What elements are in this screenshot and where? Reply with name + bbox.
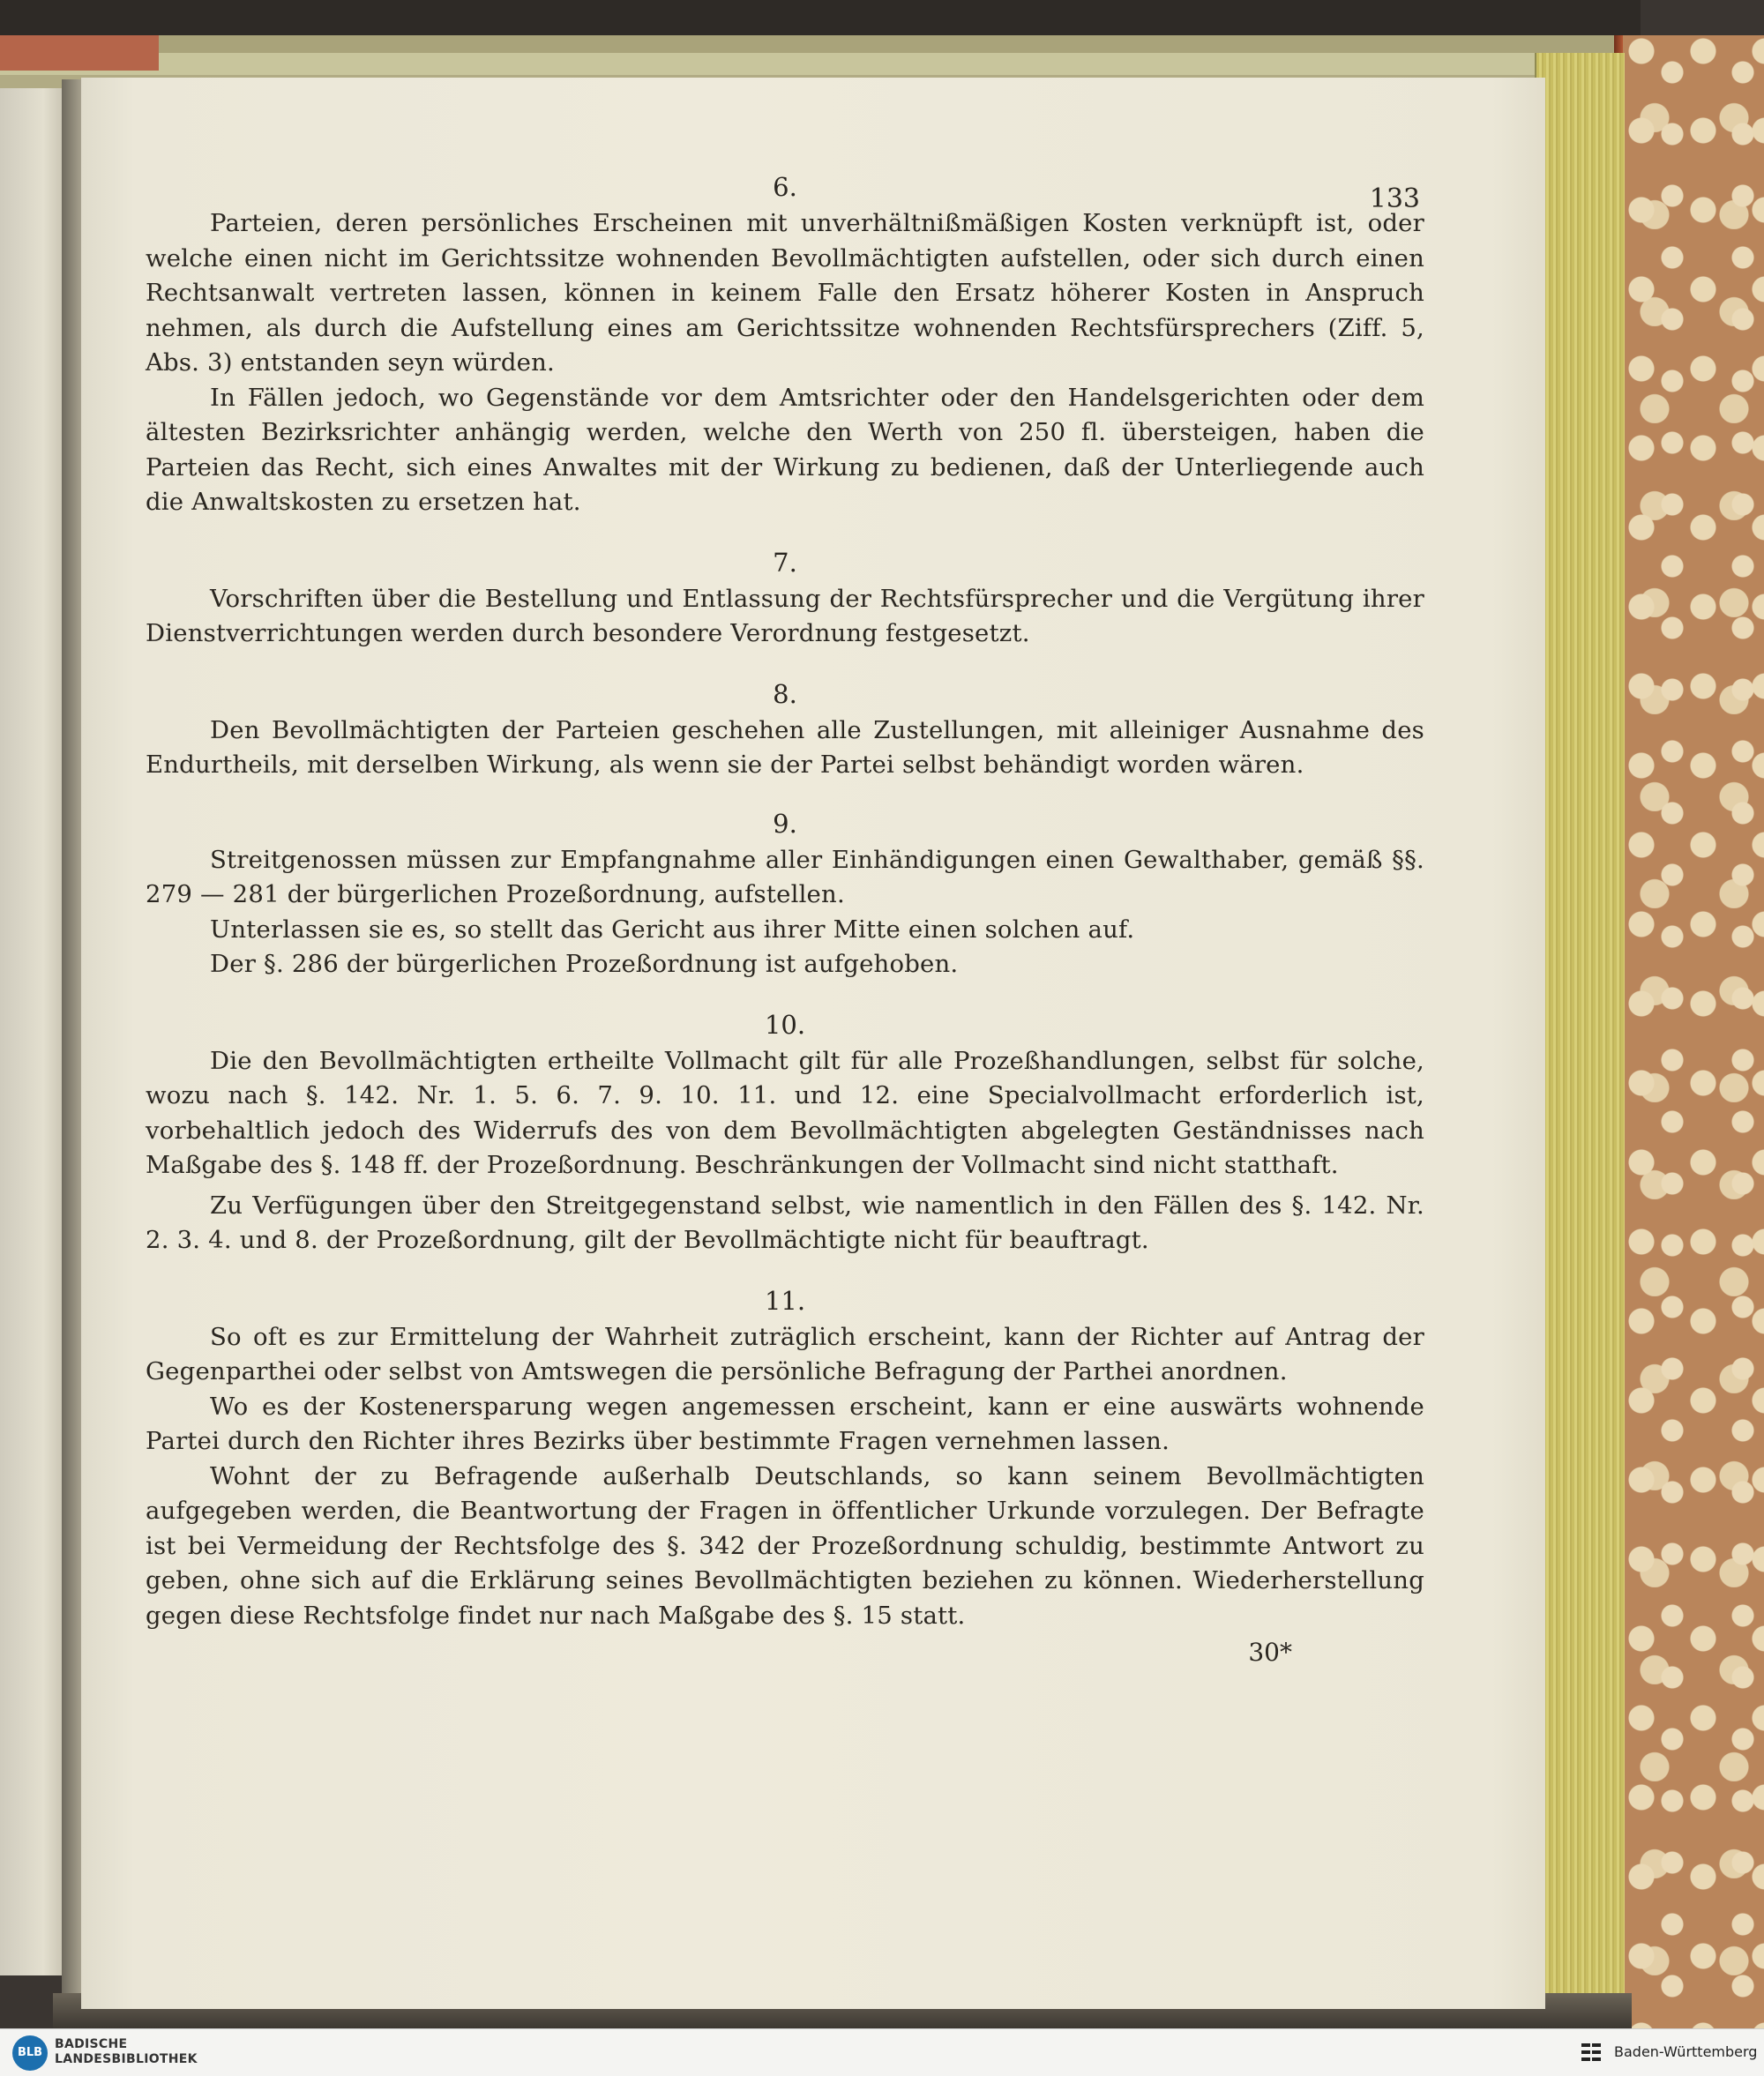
section-number: 7. (773, 547, 797, 578)
gilt-page-block (1535, 53, 1625, 2011)
library-name[interactable] (55, 2037, 198, 2067)
paragraph: Der §. 286 der bürgerlichen Prozeßordnung ist aufgehoben. (210, 950, 959, 978)
paragraph: In Fällen jedoch, wo Gegenstände vor dem Amtsrichter oder den Handelsgerichten oder dem ältesten Bezirksrichter anhängig werden, welche den Werth von 250 fl. übersteigen, haben die Parteien das Recht, sich eines Anwaltes mit der Wirkung zu bedienen, daß der Unterliegende auch die Anwaltskosten zu ersetzen hat. (146, 383, 1424, 516)
section-number: 9. (773, 808, 797, 839)
section-number: 6. (773, 172, 797, 202)
paragraph: Vorschriften über die Bestellung und Entlassung der Rechtsfürsprecher und die Vergütung ihrer Dienstverrichtungen werden durch besondere Verordnung festgesetzt. (146, 584, 1424, 647)
paragraph: Wo es der Kostenersparung wegen angemessen erscheint, kann er eine auswärts wohnende Partei durch den Richter ihres Bezirks über bestimmte Fragen vernehmen lassen. (146, 1392, 1424, 1455)
library-name-line2: LANDESBIBLIOTHEK (55, 2052, 198, 2066)
paragraph: So oft es zur Ermittelung der Wahrheit zuträglich erscheint, kann der Richter auf Antrag der Gegenpartheі oder selbst von Amtswegen die persönliche Befragung der Partheі anordnen. (146, 1322, 1424, 1385)
paragraph: Zu Verfügungen über den Streitgegenstand selbst, wie namentlich in den Fällen des §. 142. Nr. 2. 3. 4. und 8. der Prozeßordnung, gilt der Bevollmächtigte nicht für beauftragt. (146, 1191, 1424, 1254)
paragraph: Wohnt der zu Befragende außerhalb Deutschlands, so kann seinem Bevollmächtigten aufgegeben werden, die Beantwortung der Fragen in öffentlicher Urkunde vorzulegen. Der Befragte ist bei Vermeidung der Rechtsfolge des §. 342 der Prozeßordnung schuldig, bestimmte Antwort zu geben, ohne sich auf die Erklärung seines Bevollmächtigten beziehen zu können. Wiederherstellung gegen diese Rechtsfolge findet nur nach Maßgabe des §. 15 statt. (146, 1461, 1424, 1630)
paragraph: Streitgenossen müssen zur Empfangnahme aller Einhändigungen einen Gewalthaber, gemäß §§. 279 — 281 der bürgerlichen Prozeßordnung, aufstellen. (146, 845, 1424, 908)
blb-logo[interactable]: BLB (12, 2035, 48, 2071)
signature-mark: 30* (1248, 1638, 1292, 1667)
page-text (146, 168, 1424, 1695)
paragraph: Die den Bevollmächtigten ertheilte Vollmacht gilt für alle Prozeßhandlungen, selbst für solche, wozu nach §. 142. Nr. 1. 5. 6. 7. 9. 10. 11. und 12. eine Specialvollmacht erforderlich ist, vorbehaltlich jedoch des Widerrufs des von dem Bevollmächtigten abgelegten Geständnisses nach Maßgabe des §. 148 ff. der Prozeßordnung. Beschränkungen der Vollmacht sind nicht statthaft. (146, 1046, 1424, 1179)
viewer-footer (0, 2028, 1764, 2076)
section-number: 10. (764, 1009, 806, 1040)
section-number: 8. (773, 678, 797, 709)
state-name[interactable]: Baden-Württemberg (1614, 2043, 1758, 2060)
book-cover-top (0, 35, 159, 71)
paragraph: Unterlassen sie es, so stellt das Gericht aus ihrer Mitte einen solchen auf. (210, 915, 1135, 944)
page-number: 133 (1369, 183, 1420, 214)
paragraph: Parteien, deren persönliches Erscheinen mit unverhältnißmäßigen Kosten verknüpft ist, oder welche einen nicht im Gerichtssitze wohnenden Bevollmächtigten aufstellen, oder sich durch einen Rechtsanwalt vertreten lassen, können in keinem Falle den Ersatz höherer Kosten in Anspruch nehmen, als durch die Aufstellung eines am Gerichtssitze wohnenden Rechtsfürsprechers (Ziff. 5, Abs. 3) entstanden seyn würden. (146, 209, 1424, 377)
baden-wuerttemberg-lion-icon[interactable] (1579, 2040, 1605, 2066)
library-name-line1: BADISCHE (55, 2037, 128, 2051)
marbled-cover (1623, 35, 1764, 2028)
section-number: 11. (764, 1285, 806, 1316)
paragraph: Den Bevollmächtigten der Parteien geschehen alle Zustellungen, mit alleiniger Ausnahme des Endurtheils, mit derselben Wirkung, als wenn sie der Partei selbst behändigt worden wären. (146, 715, 1424, 779)
